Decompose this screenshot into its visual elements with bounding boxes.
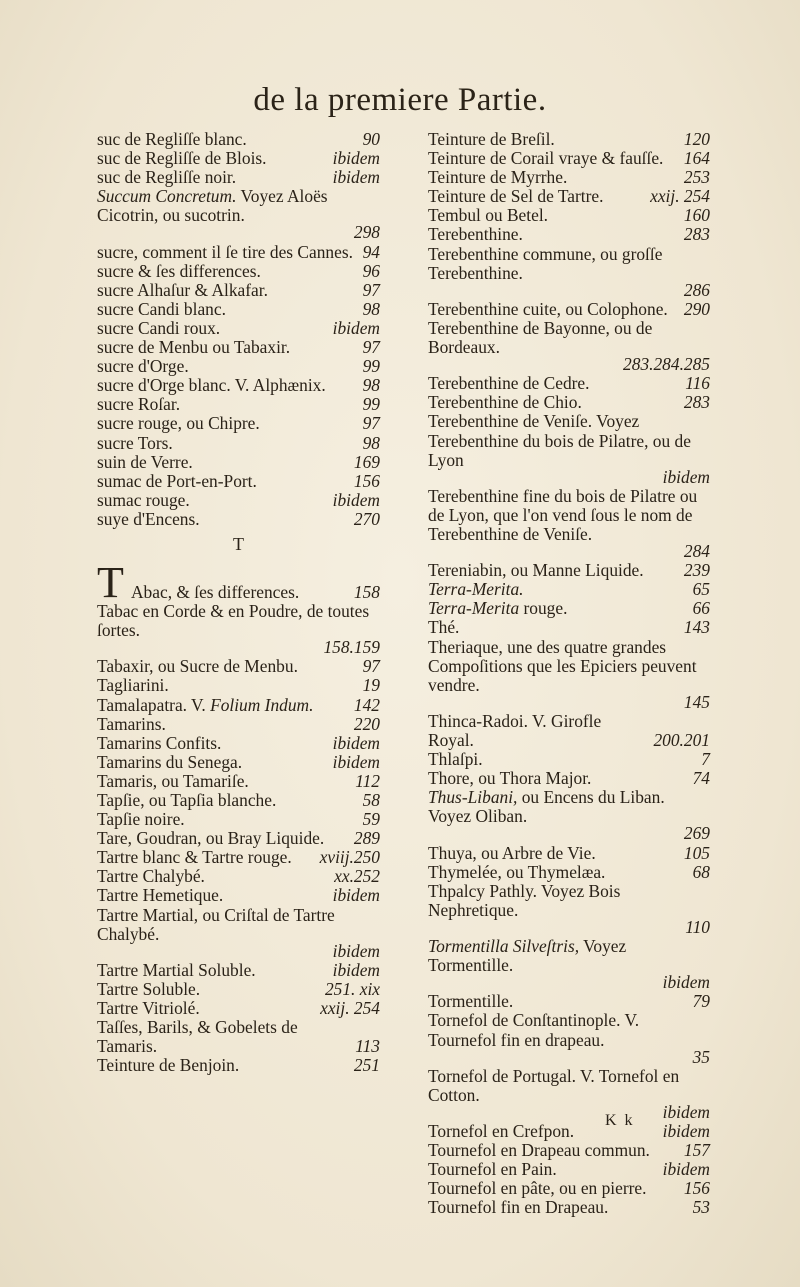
page-reference: ibidem (332, 751, 380, 772)
index-entry (428, 561, 710, 580)
index-entry (428, 206, 710, 225)
right-column (428, 130, 710, 1217)
index-entry (97, 961, 380, 980)
entry-text: Tamarins Confits. (97, 732, 222, 753)
page-reference: 97 (362, 279, 380, 300)
index-entry (97, 243, 380, 262)
page-reference: 120 (683, 129, 710, 149)
entry-text: Terebenthine de Bayonne, ou de Bordeaux. (428, 317, 653, 358)
page-reference: 96 (362, 260, 380, 281)
index-entry (97, 262, 380, 281)
entry-text: Tartre blanc & Tartre rouge. (97, 847, 292, 868)
entry-text: Teinture de Myrrhe. (428, 167, 568, 188)
entry-text: Thlaſpi. (428, 749, 483, 770)
index-entry (97, 376, 380, 395)
entry-text: sucre Roſar. (97, 394, 181, 415)
index-entry (97, 491, 380, 510)
page-reference: 145 (683, 691, 710, 712)
page-reference: 290 (683, 298, 710, 319)
entry-text: sucre d'Orge. (97, 356, 189, 377)
index-entry (428, 769, 710, 788)
entry-text: Tamarins. (97, 713, 166, 734)
entry-text: Terebenthine de Cedre. (428, 373, 590, 394)
entry-text: Tormentilla Silveſtris, Voyez Tormentille. (428, 936, 627, 976)
page-reference: 158.159 (323, 637, 380, 658)
page-reference: ibidem (332, 489, 380, 510)
index-entry (97, 753, 380, 772)
page-reference: xxij. 254 (320, 998, 380, 1019)
index-entry (428, 788, 710, 843)
page-reference: 160 (683, 205, 710, 226)
page-reference: ibidem (662, 1101, 710, 1122)
index-entry (97, 414, 380, 433)
page-reference: 286 (683, 279, 710, 300)
page-reference: ibidem (332, 940, 380, 961)
entry-text: Tournefol en Pain. (428, 1159, 557, 1180)
index-entry (428, 712, 710, 750)
entry-text: Thé. (428, 617, 460, 638)
index-entry (428, 300, 710, 319)
entry-text: Tartre Chalybé. (97, 866, 205, 887)
entry-text: sucre Tors. (97, 432, 173, 453)
entry-text: Tamaris, ou Tamariſe. (97, 770, 249, 791)
entry-text: Tapſie, ou Tapſia blanche. (97, 790, 277, 810)
index-entry (428, 1160, 710, 1179)
page-reference: 99 (362, 394, 380, 415)
page-reference: 59 (362, 809, 380, 830)
page-reference: 164 (683, 148, 710, 169)
page-reference: 110 (685, 916, 710, 937)
index-entry (428, 1179, 710, 1198)
index-entry (97, 300, 380, 319)
index-entry (428, 638, 710, 712)
index-entry (97, 281, 380, 300)
page-reference: 142 (353, 694, 380, 715)
index-entry (97, 848, 380, 867)
entry-text: sumac rouge. (97, 489, 190, 510)
page-reference: 7 (701, 749, 710, 770)
page-reference: 270 (353, 508, 380, 529)
index-entry (428, 1141, 710, 1160)
index-entry (428, 1198, 710, 1217)
page-reference: 156 (683, 1178, 710, 1199)
page-reference: 94 (362, 241, 380, 262)
page-reference: ibidem (662, 1120, 710, 1141)
entry-text: sucre Alhaſur & Alkafar. (97, 279, 268, 300)
entry-text: Terebenthine. (428, 224, 523, 245)
page-reference: 66 (692, 598, 710, 619)
entry-text: Tartre Vitriolé. (97, 998, 200, 1019)
page-reference: 269 (683, 823, 710, 844)
index-entry (97, 453, 380, 472)
entry-text: Thore, ou Thora Major. (428, 768, 592, 789)
index-entry (97, 130, 380, 149)
index-entry (428, 130, 710, 149)
index-entry (97, 319, 380, 338)
index-entry (428, 750, 710, 769)
index-entry (97, 829, 380, 848)
entry-text: sucre d'Orge blanc. V. Alphænix. (97, 375, 326, 396)
entry-text: suc de Regliſſe noir. (97, 167, 237, 188)
index-entry (428, 1011, 710, 1066)
entry-text: Tapſie noire. (97, 809, 185, 830)
page-reference: 98 (362, 432, 380, 453)
index-entry (97, 772, 380, 791)
entry-text: Succum Concretum. Voyez Aloës Cicotrin, ou sucotrin. (97, 186, 328, 226)
page-reference: 143 (683, 617, 710, 638)
index-entry (97, 906, 380, 961)
index-entry (97, 602, 380, 657)
entry-text: Teinture de Breſil. (428, 129, 555, 149)
index-entry (428, 882, 710, 937)
entry-text: Terra-Merita. (428, 579, 524, 600)
index-entry (428, 1067, 710, 1122)
entry-text: suc de Regliſſe de Blois. (97, 148, 267, 169)
index-entry (97, 558, 380, 608)
page-reference: 97 (362, 413, 380, 434)
index-entry (97, 187, 380, 242)
page-reference: 90 (362, 129, 380, 149)
index-entry (428, 225, 710, 244)
entry-text: Thymelée, ou Thymelæa. (428, 861, 606, 882)
index-entry (97, 357, 380, 376)
entry-text: Tartre Soluble. (97, 978, 201, 999)
entry-text: sucre & ſes differences. (97, 260, 261, 281)
page-reference: 105 (683, 842, 710, 863)
entry-text: Tabaxir, ou Sucre de Menbu. (97, 656, 298, 677)
index-entry (97, 999, 380, 1018)
page-reference: ibidem (332, 959, 380, 980)
entry-text: sumac de Port-en-Port. (97, 470, 257, 491)
running-header: de la premiere Partie. (253, 82, 547, 118)
entry-text: suye d'Encens. (97, 508, 200, 529)
page-reference: 284 (683, 541, 710, 562)
entry-text: Tornefol de Portugal. V. Tornefol en Cotton. (428, 1065, 680, 1105)
page-reference: 19 (362, 675, 380, 696)
entry-text: sucre de Menbu ou Tabaxir. (97, 337, 291, 358)
page-reference: xviij.250 (319, 847, 380, 868)
index-entry (428, 245, 710, 300)
index-entry (428, 992, 710, 1011)
entry-text: Tournefol en Drapeau commun. (428, 1140, 650, 1161)
index-entry (428, 149, 710, 168)
entry-text: Tormentille. (428, 991, 514, 1012)
page-reference: 98 (362, 375, 380, 396)
drop-cap: T (97, 558, 124, 608)
entry-text: Terebenthine de Chio. (428, 392, 582, 413)
entry-text: Terebenthine fine du bois de Pilatre ou de Lyon, que l'on vend ſous le nom de Terebenthine de Veniſe. (428, 485, 698, 544)
index-entry (428, 168, 710, 187)
entry-text: Thpalcy Pathly. Voyez Bois Nephretique. (428, 880, 621, 920)
page-reference: 35 (692, 1046, 710, 1067)
section-letter: T (233, 533, 244, 554)
entry-text: suc de Regliſſe blanc. (97, 129, 247, 149)
entry-text: Theriaque, une des quatre grandes Compoſitions que les Epiciers peuvent vendre. (428, 636, 697, 695)
left-entry-list (97, 130, 380, 529)
page-reference: 99 (362, 356, 380, 377)
page-reference: 97 (362, 337, 380, 358)
entry-text: Tournefol fin en Drapeau. (428, 1197, 609, 1218)
page-reference: 97 (362, 656, 380, 677)
page-reference: 283 (683, 224, 710, 245)
page-reference: 74 (692, 768, 710, 789)
page-reference: 200.201 (653, 730, 710, 750)
entry-text: Terebenthine cuite, ou Colophone. (428, 298, 668, 319)
page-reference: ibidem (662, 466, 710, 487)
entry-text: Tagliarini. (97, 675, 169, 696)
index-entry (97, 810, 380, 829)
entry-text: Tereniabin, ou Manne Liquide. (428, 560, 644, 581)
page-reference: 251. xix (324, 978, 380, 999)
entry-text: Thus-Libani, ou Encens du Liban. Voyez Oliban. (428, 787, 665, 827)
index-entry (97, 434, 380, 453)
page-reference: 169 (353, 451, 380, 472)
page-reference: 65 (692, 579, 710, 600)
page-reference: 283 (683, 392, 710, 413)
index-entry (97, 395, 380, 414)
entry-text: Tournefol en pâte, ou en pierre. (428, 1178, 647, 1199)
entry-text: sucre rouge, ou Chipre. (97, 413, 260, 434)
entry-text: sucre Candi blanc. (97, 298, 226, 319)
entry-text: Tartre Martial, ou Criſtal de Tartre Chalybé. (97, 904, 335, 944)
entry-text: suin de Verre. (97, 451, 193, 472)
entry-text: Thuya, ou Arbre de Vie. (428, 842, 596, 863)
page-reference: 289 (353, 828, 380, 849)
t-entry-list (97, 558, 380, 1076)
index-entry (97, 657, 380, 676)
signature-mark: K k (605, 1112, 635, 1129)
entry-text: Tare, Goudran, ou Bray Liquide. (97, 828, 325, 849)
entry-text: Teinture de Sel de Tartre. (428, 186, 604, 207)
entry-text: Teinture de Corail vraye & fauſſe. (428, 148, 664, 169)
page-reference: 113 (355, 1036, 380, 1057)
index-entry (428, 374, 710, 393)
index-entry (97, 472, 380, 491)
page-reference: 116 (685, 373, 710, 394)
entry-text: Tabac en Corde & en Poudre, de toutes ſortes. (97, 601, 370, 641)
page-reference: 251 (353, 1055, 380, 1076)
entry-text: Tartre Martial Soluble. (97, 959, 256, 980)
index-entry (97, 715, 380, 734)
page-reference: 156 (353, 470, 380, 491)
index-entry (97, 734, 380, 753)
page-reference: ibidem (332, 885, 380, 906)
page-reference: 58 (362, 790, 380, 810)
page-reference: 253 (683, 167, 710, 188)
page-reference: 68 (692, 861, 710, 882)
page-reference: 79 (692, 991, 710, 1012)
index-entry (97, 149, 380, 168)
page-reference: 112 (355, 770, 380, 791)
index-entry (428, 319, 710, 374)
index-entry (97, 168, 380, 187)
index-entry (97, 867, 380, 886)
page-reference: ibidem (662, 972, 710, 993)
entry-text: Tembul ou Betel. (428, 205, 549, 226)
entry-text: Tornefol en Crefpon. (428, 1120, 575, 1141)
page-reference: 239 (683, 560, 710, 581)
page-reference: 158 (353, 581, 380, 602)
index-entry (97, 338, 380, 357)
index-entry (97, 980, 380, 999)
page-reference: ibidem (332, 167, 380, 188)
entry-text: Abac, & ſes differences. (131, 581, 300, 602)
index-entry (97, 886, 380, 905)
page-reference: ibidem (662, 1159, 710, 1180)
entry-text: Tornefol de Conſtantinople. V. Tournefol fin en drapeau. (428, 1010, 640, 1050)
page-reference: ibidem (332, 148, 380, 169)
index-entry (428, 618, 710, 637)
entry-text: sucre Candi roux. (97, 317, 221, 338)
page-reference: ibidem (332, 317, 380, 338)
index-entry (428, 412, 710, 486)
index-entry (97, 510, 380, 529)
index-entry (97, 676, 380, 695)
entry-text: Tamalapatra. V. Folium Indum. (97, 694, 314, 715)
entry-text: Terra-Merita rouge. (428, 598, 568, 619)
right-entry-list (428, 130, 710, 1217)
index-entry (428, 580, 710, 599)
index-entry (428, 1122, 710, 1141)
entry-text: Teinture de Benjoin. (97, 1055, 240, 1076)
index-entry (428, 844, 710, 863)
index-entry (97, 1056, 380, 1075)
page-reference: 98 (362, 298, 380, 319)
page-reference: 283.284.285 (623, 354, 710, 375)
page-reference: 157 (683, 1140, 710, 1161)
page-reference: 298 (353, 222, 380, 243)
left-column (97, 130, 380, 1075)
index-entry (428, 393, 710, 412)
index-entry (428, 487, 710, 561)
entry-text: Terebenthine commune, ou groſſe Terebenthine. (428, 243, 663, 283)
page-reference: 220 (353, 713, 380, 734)
index-entry (428, 937, 710, 992)
entry-text: Terebenthine de Veniſe. Voyez Terebenthine du bois de Pilatre, ou de Lyon (428, 411, 691, 470)
entry-text: Tamarins du Senega. (97, 751, 243, 772)
index-entry (97, 1018, 380, 1056)
page-reference: xxij. 254 (650, 186, 710, 207)
entry-text: Tartre Hemetique. (97, 885, 224, 906)
entry-text: Taſſes, Barils, & Gobelets de Tamaris. (97, 1017, 298, 1057)
entry-text: sucre, comment il ſe tire des Cannes. (97, 241, 353, 262)
page-reference: 53 (692, 1197, 710, 1218)
page-reference: ibidem (332, 732, 380, 753)
index-entry (428, 599, 710, 618)
entry-text: Thinca-Radoi. V. Girofle Royal. (428, 710, 602, 750)
index-entry (428, 187, 710, 206)
page-reference: xx.252 (334, 866, 380, 887)
index-entry (97, 696, 380, 715)
index-entry (428, 863, 710, 882)
index-entry (97, 791, 380, 810)
